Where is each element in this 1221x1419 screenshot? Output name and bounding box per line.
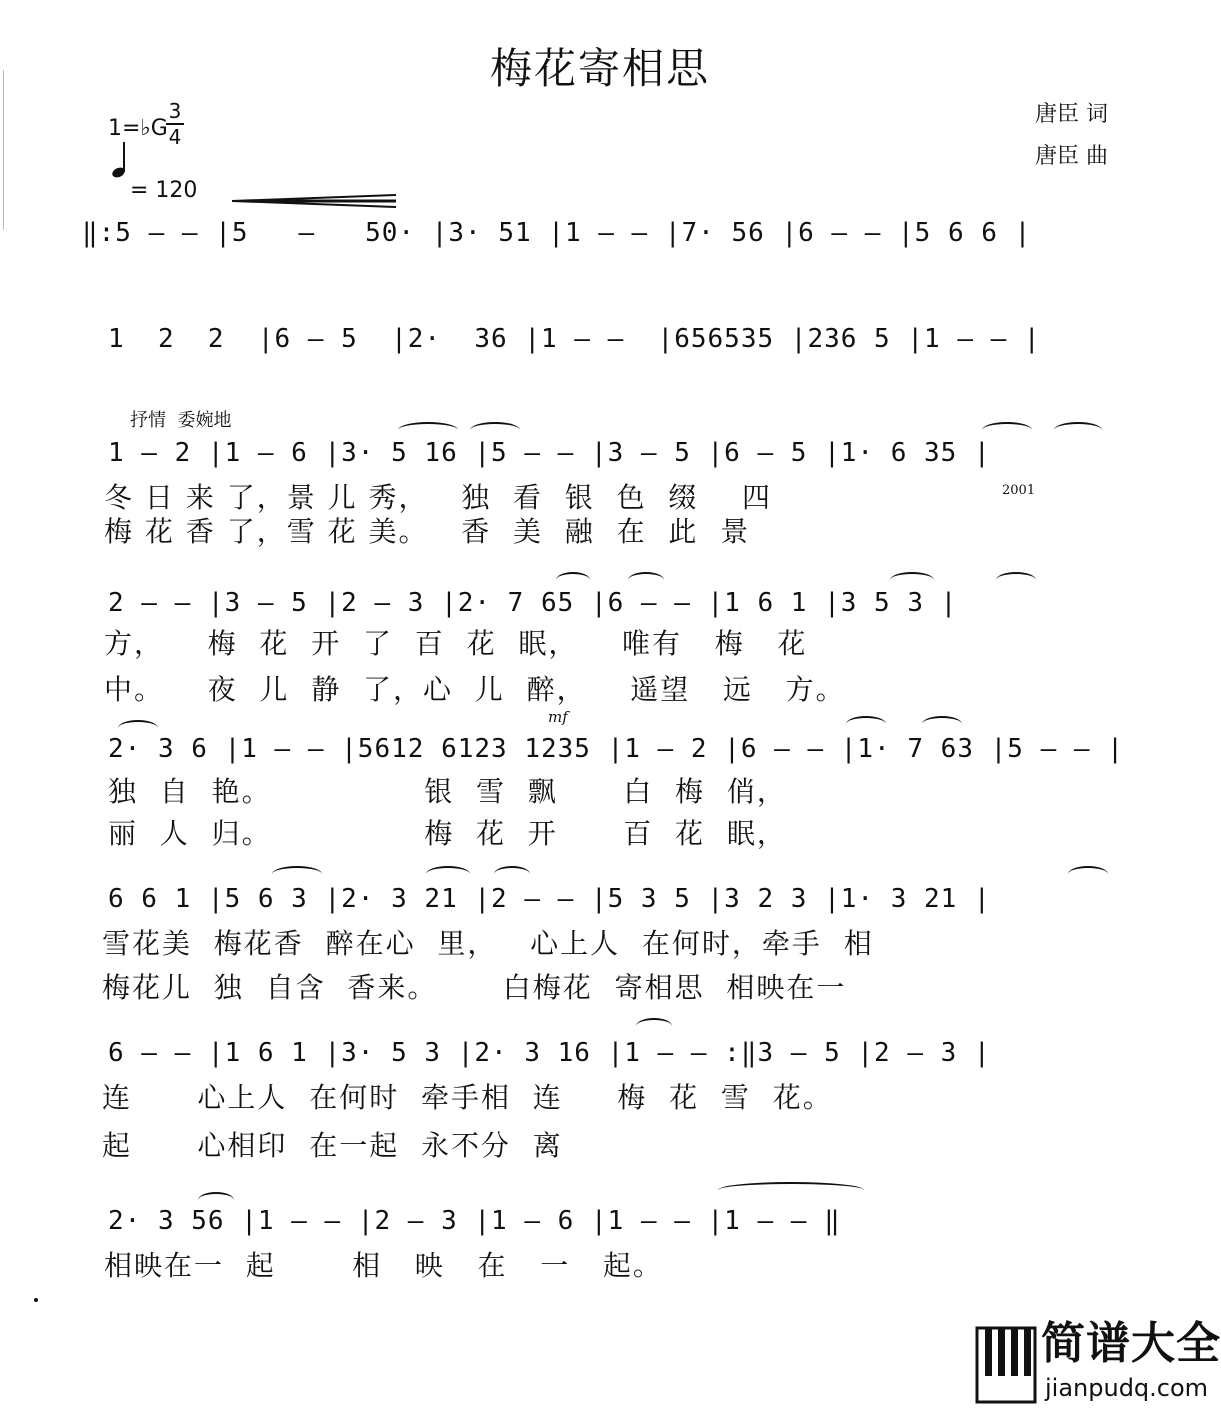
notation-row-2: 1 2 2 |6 — 5 |2· 36 |1 — — |656535 |236 5 |1 — — | (108, 324, 1041, 354)
lyrics-row-6-verse-2: 梅花儿 独 自含 香来。 白梅花 寄相思 相映在一 (102, 971, 847, 1004)
slur-mark (922, 716, 962, 732)
slur-mark (272, 866, 322, 882)
lyricist-credit: 唐臣 词 (1035, 102, 1108, 127)
slur-mark (118, 720, 158, 736)
lyrics-row-4-verse-1: 方， 梅 花 开 了 百 花 眠， 唯有 梅 花 (104, 627, 808, 660)
slur-mark (996, 572, 1036, 588)
notation-row-3: 1 — 2 |1 — 6 |3· 5 16 |5 — — |3 — 5 |6 — 5 |1· 6 35 | (108, 438, 991, 468)
decrescendo-hairpin-icon (232, 194, 396, 208)
slur-mark (846, 716, 886, 732)
slur-mark (198, 1192, 234, 1208)
lyrics-row-7-verse-2: 起 心相印 在一起 永不分 离 (102, 1129, 563, 1162)
slur-mark (1054, 422, 1102, 438)
tempo-marking: = 120 (130, 178, 198, 203)
lyrics-row-3-verse-1: 冬 日 来 了，景 儿 秀， 独 看 银 色 缀 四 (104, 481, 773, 514)
notation-row-6: 6 6 1 |5 6 3 |2· 3 21 |2 — — |5 3 5 |3 2 3 |1· 3 21 | (108, 884, 991, 914)
scan-edge (3, 70, 4, 230)
lyrics-row-4-verse-2: 中。 夜 儿 静 了，心 儿 醉， 遥望 远 方。 (104, 673, 846, 706)
lyrics-row-7-verse-1: 连 心上人 在何时 牵手相 连 梅 花 雪 花。 (102, 1081, 833, 1114)
lyrics-row-5-verse-1: 独 自 艳。 银 雪 飘 白 梅 俏， (108, 775, 787, 808)
notation-row-1: ‖:5 — — |5 — 50· |3· 51 |1 — — |7· 56 |6 — — |5 6 6 | (82, 218, 1032, 248)
notation-row-4: 2 — — |3 — 5 |2 — 3 |2· 7 65 |6 — — |1 6 1 |3 5 3 | (108, 588, 958, 618)
key-signature: 1=♭G (108, 116, 168, 141)
slur-mark (426, 866, 470, 882)
time-signature (166, 100, 184, 148)
scan-dot (34, 1298, 38, 1302)
slur-mark (982, 422, 1032, 438)
notation-row-7: 6 — — |1 6 1 |3· 5 3 |2· 3 16 |1 — — :‖3 — 5 |2 — 3 | (108, 1038, 991, 1068)
slur-mark (556, 572, 590, 588)
lyrics-row-3-verse-2: 梅 花 香 了，雪 花 美。 香 美 融 在 此 景 (104, 515, 751, 548)
meter-denominator: 4 (168, 125, 182, 149)
slur-mark (636, 1018, 672, 1034)
meter-numerator: 3 (168, 99, 182, 123)
slur-mark (470, 422, 520, 438)
slur-mark (628, 572, 664, 588)
piano-keys-icon (977, 1328, 1035, 1402)
slur-mark (494, 866, 530, 882)
slur-mark (398, 422, 458, 438)
lyrics-row-5-verse-2: 丽 人 归。 梅 花 开 百 花 眠， (108, 817, 787, 850)
slur-mark (1068, 866, 1108, 882)
watermark-logo (977, 1318, 1221, 1412)
small-annotation: 2001 (1002, 483, 1036, 498)
page-title: 梅花寄相思 (489, 44, 710, 93)
expression-marking: 抒情 委婉地 (130, 410, 232, 431)
notation-row-5: 2· 3 6 |1 — — |5612 6123 1235 |1 — 2 |6 — — |1· 7 63 |5 — — | (108, 734, 1124, 764)
notation-row-8: 2· 3 56 |1 — — |2 — 3 |1 — 6 |1 — — |1 — — ‖ (108, 1206, 841, 1236)
tie-mark (718, 1182, 864, 1198)
lyrics-row-6-verse-1: 雪花美 梅花香 醉在心 里， 心上人 在何时，牵手 相 (102, 927, 874, 960)
lyrics-row-8-verse-1: 相映在一 起 相 映 在 一 起。 (104, 1249, 663, 1282)
logo-url: jianpudq.com (1045, 1374, 1209, 1402)
dynamic-marking: mf (548, 708, 568, 726)
logo-name: 简谱大全 (1041, 1318, 1221, 1369)
composer-credit: 唐臣 曲 (1035, 144, 1108, 169)
slur-mark (890, 572, 934, 588)
